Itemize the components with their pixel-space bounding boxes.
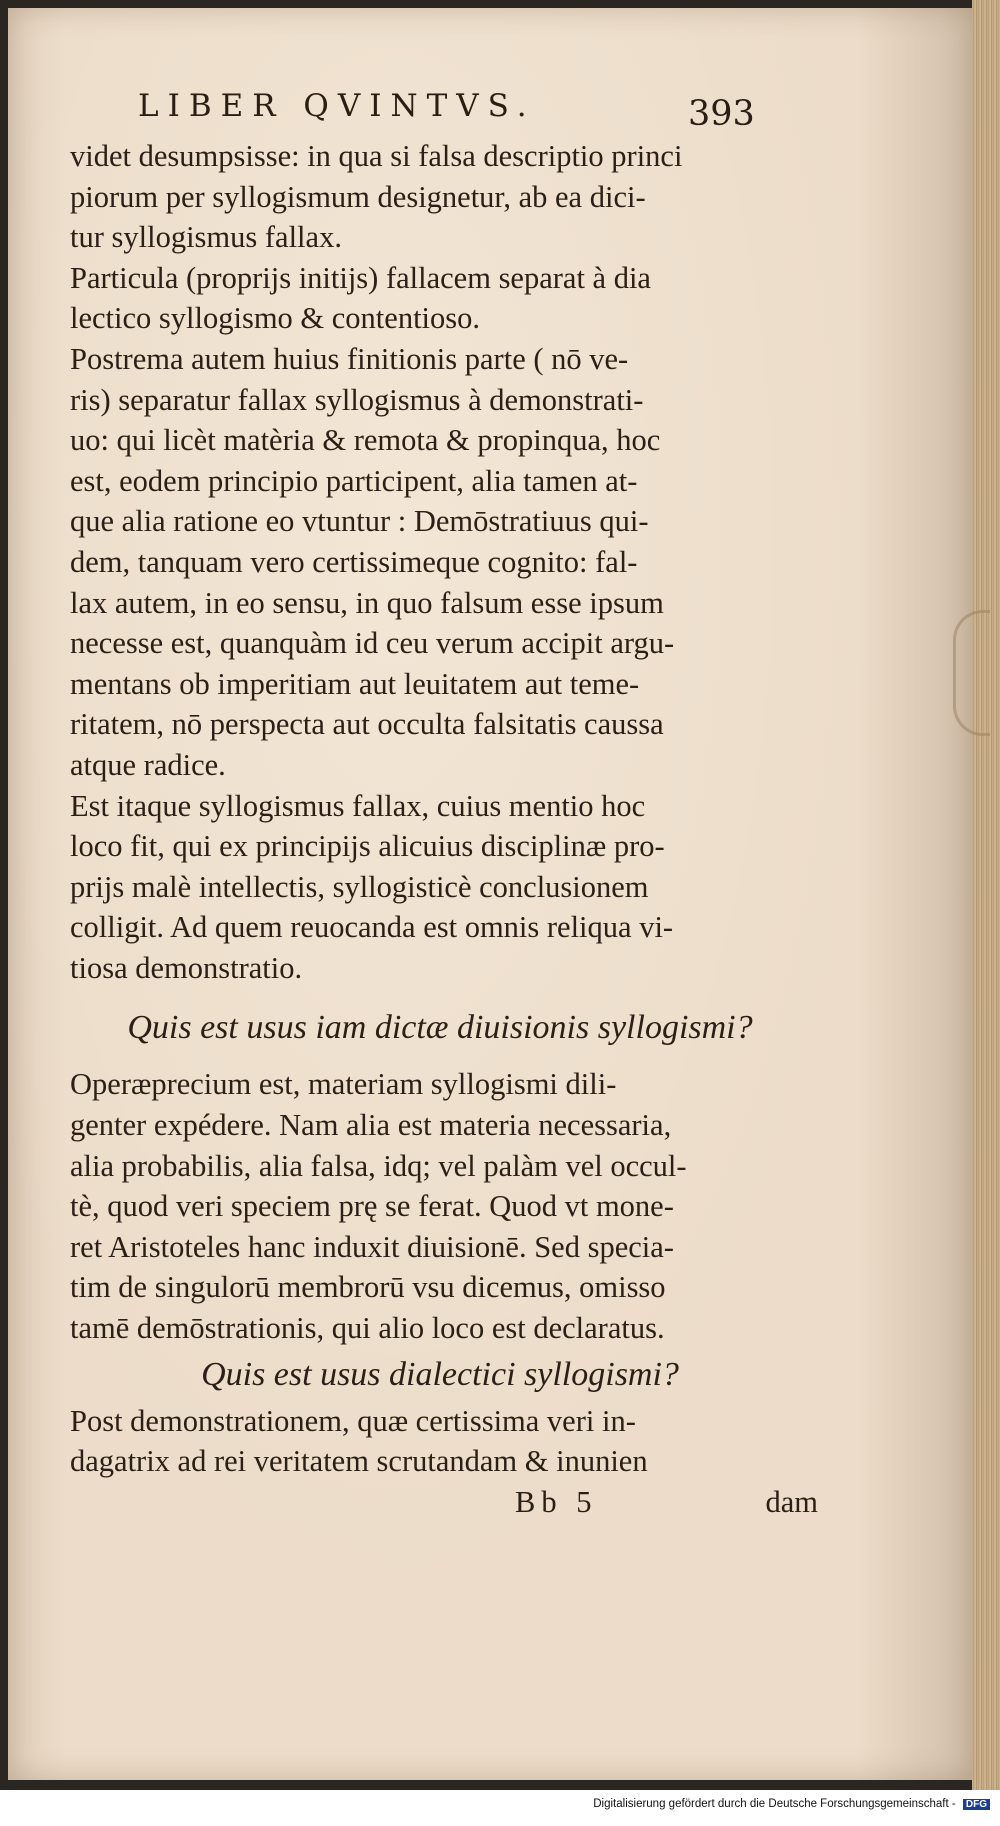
paragraph-5 bbox=[70, 1064, 810, 1348]
text-line: videt desumpsisse: in qua si falsa descriptio princi bbox=[70, 139, 683, 173]
text-line: ris) separatur fallax syllogismus à demonstrati- bbox=[70, 382, 644, 417]
text-line: lax autem, in eo sensu, in quo falsum esse ipsum bbox=[70, 585, 664, 620]
paragraph-6 bbox=[70, 1401, 810, 1482]
text-line: Est itaque syllogismus fallax, cuius mentio hoc bbox=[70, 788, 646, 823]
text-line: ritatem, nō perspecta aut occulta falsitatis caussa bbox=[70, 707, 664, 742]
text-line: atque radice. bbox=[70, 747, 226, 782]
text-line: tur syllogismus fallax. bbox=[70, 220, 342, 255]
text-line: tim de singulorū membrorū vsu dicemus, omisso bbox=[70, 1270, 666, 1305]
clasp-mark bbox=[953, 610, 990, 736]
dfg-logo-icon: DFG bbox=[963, 1799, 990, 1810]
text-line: uo: qui licèt matèria & remota & propinqua, hoc bbox=[70, 423, 661, 458]
signature-mark: Bb 5 bbox=[515, 1484, 598, 1519]
text-line: tiosa demonstratio. bbox=[70, 950, 303, 985]
footer-bar bbox=[0, 1790, 1000, 1826]
paragraph-1 bbox=[70, 136, 810, 258]
paragraph-3 bbox=[70, 339, 810, 786]
footer-credit bbox=[593, 1798, 990, 1810]
text-line: Operæprecium est, materiam syllogismi dili- bbox=[70, 1067, 617, 1102]
page-number: 393 bbox=[688, 94, 755, 134]
text-line: Postrema autem huius finitionis parte ( nō ve- bbox=[70, 341, 629, 376]
running-head: LIBER QVINTVS. bbox=[138, 88, 536, 124]
text-line: Particula (proprijs initijs) fallacem separat à dia bbox=[70, 260, 651, 295]
text-line: necesse est, quanquàm id ceu verum accipit argu- bbox=[70, 626, 675, 661]
footer-credit-text: Digitalisierung gefördert durch die Deutsche Forschungsgemeinschaft - bbox=[593, 1798, 956, 1810]
text-line: colligit. Ad quem reuocanda est omnis reliqua vi- bbox=[70, 910, 674, 945]
text-line: est, eodem principio participent, alia tamen at- bbox=[70, 463, 638, 498]
text-line: ret Aristoteles hanc induxit diuisionē. Sed specia- bbox=[70, 1229, 674, 1264]
text-line: alia probabilis, alia falsa, idq; vel palàm vel occul- bbox=[70, 1148, 687, 1183]
text-line: tè, quod veri speciem prę se ferat. Quod vt mone- bbox=[70, 1189, 674, 1224]
text-line: dem, tanquam vero certissimeque cognito: fal- bbox=[70, 544, 638, 579]
catchword: dam bbox=[765, 1484, 818, 1519]
signature-line bbox=[70, 1482, 818, 1522]
page-edges bbox=[972, 0, 1000, 1790]
text-line: lectico syllogismo & contentioso. bbox=[70, 301, 481, 336]
paragraph-4 bbox=[70, 786, 810, 989]
text-line: que alia ratione eo vtuntur : Demōstratiuus qui- bbox=[70, 504, 649, 539]
text-line: dagatrix ad rei veritatem scrutandam & inunien bbox=[70, 1444, 648, 1479]
section-heading-1: Quis est usus iam dictæ diuisionis syllogismi? bbox=[127, 1009, 753, 1047]
text-line: loco fit, qui ex principijs alicuius disciplinæ pro- bbox=[70, 829, 665, 864]
paragraph-2 bbox=[70, 258, 810, 339]
text-line: prijs malè intellectis, syllogisticè conclusionem bbox=[70, 869, 649, 904]
page-text bbox=[70, 136, 818, 1522]
text-line: mentans ob imperitiam aut leuitatem aut teme- bbox=[70, 666, 640, 701]
section-heading-2: Quis est usus dialectici syllogismi? bbox=[201, 1355, 679, 1393]
text-line: Post demonstrationem, quæ certissima veri in- bbox=[70, 1403, 636, 1438]
text-line: genter expédere. Nam alia est materia necessaria, bbox=[70, 1108, 672, 1143]
text-line: tamē demōstrationis, qui alio loco est declaratus. bbox=[70, 1311, 665, 1346]
text-line: piorum per syllogismum designetur, ab ea dici- bbox=[70, 179, 646, 214]
book-page bbox=[8, 8, 973, 1780]
